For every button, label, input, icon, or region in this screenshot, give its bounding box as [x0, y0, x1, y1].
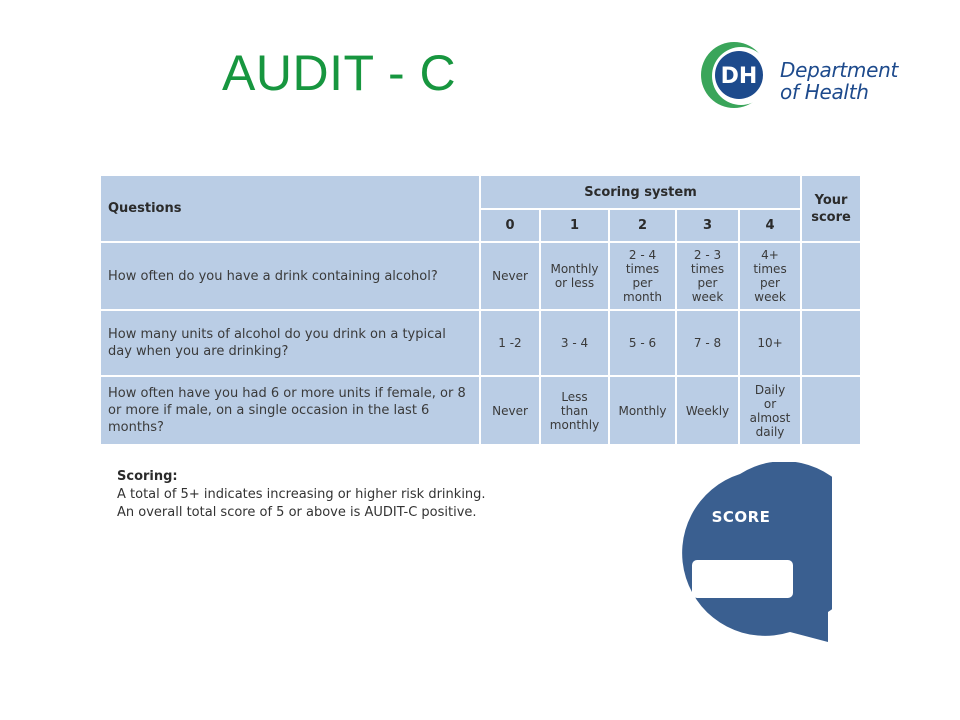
scoring-heading: Scoring: — [117, 469, 178, 484]
option-line: Daily — [754, 382, 786, 397]
option-line: monthly — [549, 417, 600, 432]
scoring-note — [117, 468, 486, 522]
answer-option[interactable] — [480, 242, 540, 310]
answer-option[interactable] — [540, 310, 609, 376]
option-line: per — [697, 276, 718, 290]
questions-header: Questions — [100, 175, 480, 242]
slide-title: AUDIT - C — [222, 45, 457, 101]
dh-crescent-icon — [694, 40, 782, 116]
logo-monogram: DH — [720, 64, 758, 89]
option-line: 7 - 8 — [693, 336, 722, 350]
answer-option[interactable] — [609, 310, 676, 376]
scoring-system-header: Scoring system — [480, 175, 801, 209]
option-line: per — [760, 276, 780, 290]
answer-option[interactable] — [676, 376, 739, 445]
option-line: month — [623, 290, 662, 304]
answer-option[interactable] — [676, 310, 739, 376]
question-text: How many units of alcohol do you drink on a typical day when you are drinking? — [100, 310, 480, 376]
answer-option[interactable] — [676, 242, 739, 310]
option-line: times — [625, 262, 660, 276]
score-badge — [648, 462, 832, 642]
your-score-header-line: Your — [814, 192, 848, 208]
answer-option[interactable] — [480, 376, 540, 445]
option-line: week — [754, 290, 786, 304]
option-line: Never — [492, 403, 528, 418]
question-text: How often do you have a drink containing alcohol? — [100, 242, 480, 310]
department-of-health-logo — [694, 40, 924, 116]
option-line: week — [691, 290, 724, 304]
score-column-3: 3 — [676, 209, 739, 242]
option-line: or — [763, 396, 777, 411]
option-line: 10+ — [757, 336, 783, 350]
your-score-cell[interactable] — [801, 376, 861, 445]
answer-option[interactable] — [540, 376, 609, 445]
option-line: 1 -2 — [498, 336, 522, 350]
table-row — [100, 310, 861, 376]
your-score-cell[interactable] — [801, 310, 861, 376]
answer-option[interactable] — [480, 310, 540, 376]
option-line: 2 - 3 — [693, 248, 722, 262]
scoring-line: A total of 5+ indicates increasing or higher risk drinking. — [117, 487, 486, 502]
option-line: Monthly — [550, 262, 599, 276]
score-column-0: 0 — [480, 209, 540, 242]
option-line: almost — [749, 410, 791, 425]
score-input[interactable] — [692, 560, 793, 598]
answer-option[interactable] — [739, 242, 801, 310]
answer-option[interactable] — [739, 376, 801, 445]
logo-wordmark — [780, 59, 898, 103]
answer-option[interactable] — [739, 310, 801, 376]
option-line: or less — [554, 276, 595, 290]
answer-option[interactable] — [540, 242, 609, 310]
scoring-line: An overall total score of 5 or above is AUDIT-C positive. — [117, 505, 477, 520]
your-score-header — [801, 175, 861, 242]
answer-option[interactable] — [609, 242, 676, 310]
option-line: 3 - 4 — [560, 336, 589, 350]
logo-line-2: of Health — [780, 80, 869, 104]
logo-line-1: Department — [780, 58, 899, 82]
option-line: 2 - 4 — [628, 248, 657, 262]
answer-option[interactable] — [609, 376, 676, 445]
option-line: per — [632, 276, 653, 290]
score-column-1: 1 — [540, 209, 609, 242]
option-line: times — [690, 262, 725, 276]
your-score-header-line: score — [811, 209, 851, 225]
score-column-4: 4 — [739, 209, 801, 242]
option-line: daily — [755, 424, 785, 439]
option-line: than — [560, 403, 589, 418]
option-line: 4+ — [761, 248, 779, 262]
speech-bubble-icon — [648, 462, 832, 642]
question-text: How often have you had 6 or more units if female, or 8 or more if male, on a single occasion in the last 6 months? — [100, 376, 480, 445]
table-row — [100, 242, 861, 310]
table-row — [100, 376, 861, 445]
score-column-2: 2 — [609, 209, 676, 242]
option-line: Weekly — [685, 403, 730, 418]
option-line: times — [753, 262, 787, 276]
option-line: Less — [561, 389, 588, 404]
your-score-cell[interactable] — [801, 242, 861, 310]
score-label: SCORE — [711, 508, 771, 526]
audit-c-table — [99, 174, 862, 446]
option-line: 5 - 6 — [628, 336, 657, 350]
option-line: Monthly — [618, 403, 667, 418]
option-line: Never — [492, 269, 528, 283]
